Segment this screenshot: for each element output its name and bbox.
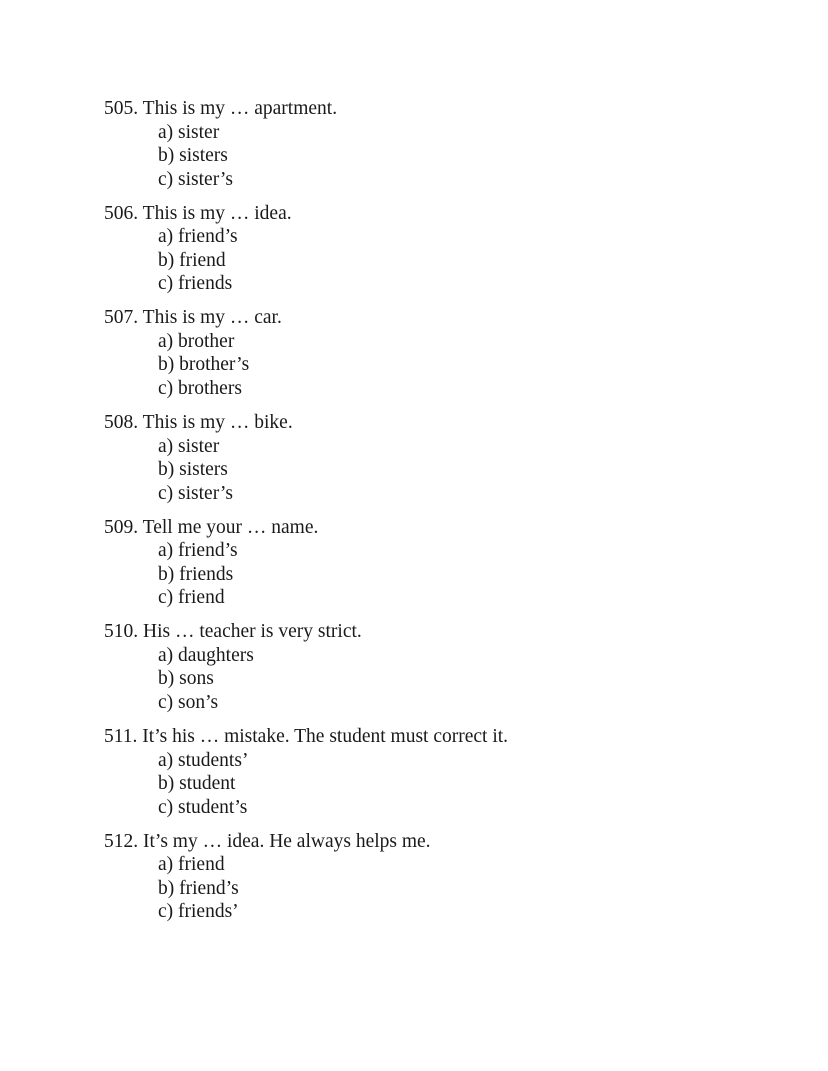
question-512 — [104, 830, 508, 935]
question-number: 508. — [104, 412, 139, 434]
question-509 — [104, 516, 508, 621]
option-b: b) friend — [158, 249, 226, 271]
question-number: 511. — [104, 726, 138, 748]
option-b: b) friend’s — [158, 877, 239, 899]
option-a: a) friend’s — [158, 226, 238, 248]
question-prompt: It’s my … idea. He always helps me. — [143, 830, 431, 852]
option-c: c) son’s — [158, 691, 219, 713]
option-c: c) sister’s — [158, 168, 233, 190]
option-b: b) friends — [158, 563, 234, 585]
question-text — [104, 411, 508, 435]
option-a: a) brother — [158, 330, 235, 352]
question-text — [104, 620, 508, 644]
question-number: 505. — [104, 98, 139, 119]
option-a: a) sister — [158, 435, 220, 457]
question-text — [104, 516, 508, 540]
question-text — [104, 306, 508, 330]
option-a: a) students’ — [158, 749, 249, 771]
option-b: b) sisters — [158, 145, 228, 166]
question-prompt: This is my … idea. — [142, 202, 292, 224]
question-text — [104, 830, 508, 854]
question-text — [104, 202, 508, 226]
option-b: b) sisters — [158, 459, 228, 481]
question-507 — [104, 306, 508, 411]
question-text — [104, 97, 508, 121]
question-506 — [104, 202, 508, 307]
question-number: 507. — [104, 307, 139, 329]
question-prompt: This is my … car. — [142, 307, 282, 329]
question-prompt: His … teacher is very strict. — [143, 621, 362, 643]
options-list — [104, 121, 508, 192]
question-511 — [104, 725, 508, 830]
option-a: a) friend’s — [158, 540, 238, 562]
question-number: 512. — [104, 830, 139, 852]
question-prompt: Tell me your … name. — [142, 516, 319, 538]
option-b: b) brother’s — [158, 354, 250, 376]
options-list — [104, 853, 508, 924]
option-c: c) brothers — [158, 377, 242, 399]
option-c: c) sister’s — [158, 482, 233, 504]
options-list — [104, 644, 508, 715]
options-list — [104, 225, 508, 296]
question-number: 510. — [104, 621, 139, 643]
question-prompt: This is my … apartment. — [142, 98, 338, 119]
options-list — [104, 539, 508, 610]
option-a: a) daughters — [158, 644, 254, 666]
options-list — [104, 330, 508, 401]
options-list — [104, 749, 508, 820]
option-b: b) sons — [158, 668, 214, 690]
option-c: c) friend — [158, 587, 225, 609]
question-prompt: It’s his … mistake. The student must correct it. — [142, 726, 509, 748]
option-a: a) friend — [158, 854, 225, 876]
question-prompt: This is my … bike. — [142, 412, 293, 434]
option-c: c) student’s — [158, 796, 248, 818]
question-number: 506. — [104, 202, 139, 224]
options-list — [104, 435, 508, 506]
option-c: c) friends — [158, 273, 233, 295]
question-505 — [104, 97, 508, 202]
question-number: 509. — [104, 516, 139, 538]
question-list — [104, 97, 508, 935]
option-b: b) student — [158, 773, 236, 795]
question-text — [104, 725, 508, 749]
option-a: a) sister — [158, 121, 220, 143]
question-508 — [104, 411, 508, 516]
option-c: c) friends’ — [158, 901, 239, 923]
question-510 — [104, 620, 508, 725]
